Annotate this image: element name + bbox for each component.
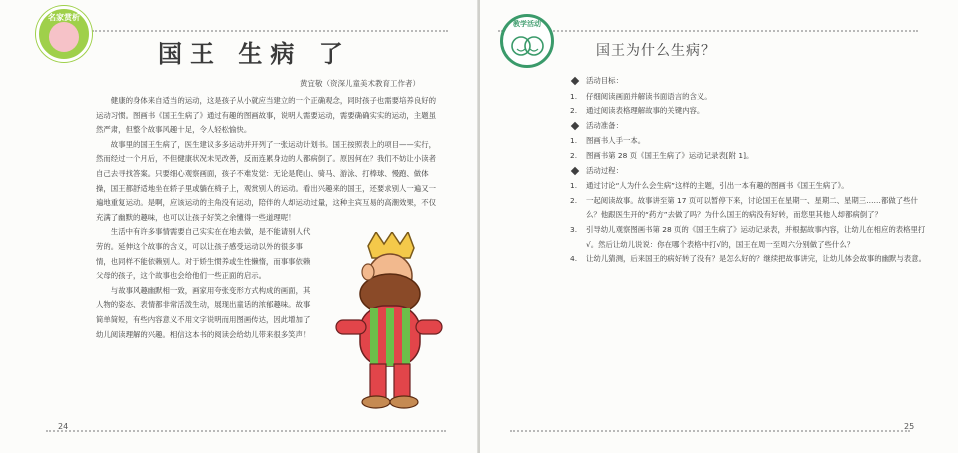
- page-title: 国王 生病 了: [158, 39, 351, 68]
- dotted-rule: [510, 430, 910, 432]
- list-item: 4. 让幼儿猜测，后来国王的病好转了没有？是怎么好的？继续把故事讲完，让幼儿体会故事的幽默与表意。: [570, 254, 926, 264]
- king-illustration: [330, 232, 450, 412]
- left-page: [0, 0, 478, 453]
- page-number: 25: [904, 422, 915, 431]
- list-item: 3. 引导幼儿观察图画书第 28 页的《国王生病了》运动记录表，并根据故事内容，让幼儿在相应的表格里打√。然后让幼儿说说：你在哪个表格中打√的，国王在周一至周六分别做了些什么？: [570, 224, 926, 249]
- dotted-rule: [498, 30, 918, 32]
- list-item: 1. 仔细阅读画面并解读书面语言的含义。: [570, 91, 712, 101]
- list-item: 2. 图画书第 28 页《国王生病了》运动记录表[附 1]。: [570, 150, 754, 160]
- lesson-plan: [570, 74, 930, 267]
- page-title: 国王为什么生病？: [596, 43, 716, 59]
- child-face: [49, 22, 79, 52]
- dotted-rule: [92, 30, 448, 32]
- section-heading: 活动准备：: [570, 119, 930, 135]
- diamond-bullet-icon: [571, 166, 579, 174]
- list-item: 2. 通过阅读表格理解故事的关键内容。: [570, 106, 705, 116]
- paragraph: 生活中有许多事情需要自己实实在在地去做，是不能请别人代劳的。延伸这个故事的含义，可以让孩子感受运动以外的很多事情，也同样不能依赖别人。对于娇生惯养或生性懒惰，而事事依赖父母的孩子，这个故事也会给他们一些正面的启示。: [96, 227, 311, 281]
- paragraph: 与故事风趣幽默相一致，画家用夸张变形方式构成的画面，其人物的姿态、表情都非常活泼生动，展现出童话的浓郁趣味。故事简单简短，有些内容意义不用文字说明而用图画传达，因此增加了幼儿阅读理解的兴趣。相信这本书的阅读会给幼儿带来很多笑声！: [96, 285, 311, 339]
- list-item: 1. 图画书人手一本。: [570, 136, 646, 146]
- badge-label: 名家赏析: [48, 13, 80, 22]
- diamond-bullet-icon: [571, 77, 579, 85]
- dotted-rule: [46, 430, 446, 432]
- right-page: [480, 0, 958, 453]
- list-item: 1. 通过讨论“人为什么会生病”这样的主题，引出一本有趣的图画书《国王生病了》。: [570, 181, 849, 191]
- list-item: 2. 一起阅读故事。故事讲至第 17 页可以暂停下来，讨论国王在星期一、星期二、星期三……都做了些什么？他跟医生开的“药方”去做了吗？为什么国王的病没有好转，而您里其他人却都病倒了？: [570, 195, 918, 220]
- reading-child-icon: [36, 6, 92, 62]
- paragraph: 故事里的国王生病了，医生建议多多运动并开列了一张运动计划书。国王按照表上的项目——实行，然而经过一个月后，不但健康状况未见改善，反而连累身边的人都病倒了。原因何在？我们不妨让小读者自己去寻找答案。只要细心观察画面，孩子不难发觉：无论是爬山、骑马、游泳、打棒球、慢跑、做体操，国王都舒适地坐在轿子里或躺在椅子上，观赏别人的运动。看出兴趣来的国王，还要求别人一遍又一遍地重复运动。是啊，应该运动的主角没有运动，陪伴的人却运动过量，这种主宾互易的高潮效果，不仅充满了幽默的趣味，也可以让孩子好笑之余懂得一些道理呢！: [96, 139, 436, 222]
- paragraph: 健康的身体来自适当的运动，这是孩子从小就应当建立的一个正确观念，同时孩子也需要培养良好的运动习惯。图画书《国王生病了》通过有趣的图画故事，说明人需要运动，需要确确实实的运动，主题虽然严肃，但整个故事风趣十足，令人轻松愉快。: [96, 96, 436, 135]
- author-line: 黄宜敬（资深儿童美术教育工作者）: [300, 79, 420, 88]
- section-heading: 活动过程：: [570, 164, 930, 180]
- badge-label: 教学活动: [513, 20, 541, 28]
- faces-drawing: [510, 33, 544, 59]
- diamond-bullet-icon: [571, 122, 579, 130]
- page-number: 24: [58, 422, 69, 431]
- section-heading: 活动目标：: [570, 74, 930, 90]
- children-faces-icon: [500, 14, 554, 68]
